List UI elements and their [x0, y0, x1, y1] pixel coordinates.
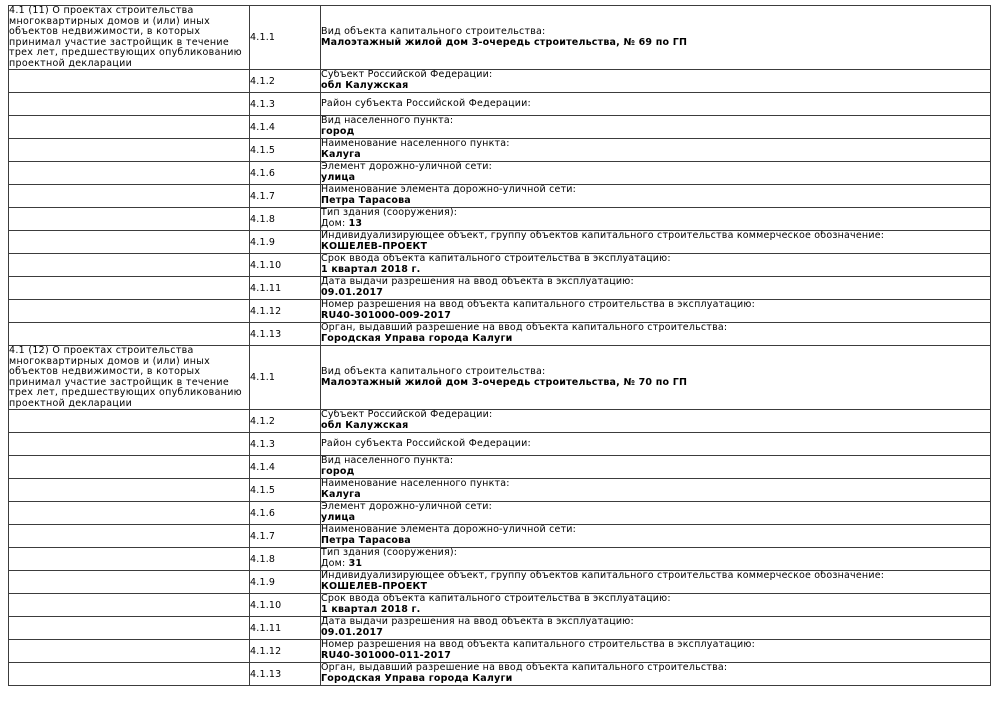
- field-label: Элемент дорожно-уличной сети:: [321, 161, 493, 173]
- row-content-cell: [321, 548, 991, 571]
- section-description-cell: [9, 548, 250, 571]
- field-value-text: Городская Управа города Калуги: [321, 673, 513, 684]
- field-label: Дата выдачи разрешения на ввод объекта в эксплуатацию:: [321, 276, 634, 288]
- table-row: [9, 571, 991, 594]
- section-description-cell: [9, 208, 250, 231]
- row-content-cell: [321, 433, 991, 456]
- section-description-cell: [9, 254, 250, 277]
- field-value-text: 1 квартал 2018 г.: [321, 264, 421, 275]
- field-value: [321, 421, 990, 432]
- row-content-cell: [321, 323, 991, 346]
- section-description-cell: [9, 93, 250, 116]
- table-row: [9, 139, 991, 162]
- row-code: 4.1.5: [250, 139, 321, 162]
- row-code: 4.1.5: [250, 479, 321, 502]
- table-row: [9, 617, 991, 640]
- field-label: Вид объекта капитального строительства:: [321, 25, 546, 37]
- row-code: 4.1.11: [250, 617, 321, 640]
- row-content-cell: [321, 617, 991, 640]
- field-label: Номер разрешения на ввод объекта капитального строительства в эксплуатацию:: [321, 299, 755, 311]
- section-description: 4.1 (12) О проектах строительства многоквартирных домов и (или) иных объектов недвижимости, в которых принимал участие застройщик в течение трех лет, предшествующих опубликованию проектной декларации: [9, 345, 242, 409]
- field-label: Номер разрешения на ввод объекта капитального строительства в эксплуатацию:: [321, 639, 755, 651]
- section-description-cell: [9, 502, 250, 525]
- section-description-cell: [9, 433, 250, 456]
- table-row: [9, 594, 991, 617]
- field-value-text: RU40-301000-009-2017: [321, 310, 452, 321]
- row-code: 4.1.4: [250, 116, 321, 139]
- row-code: 4.1.6: [250, 162, 321, 185]
- field-value: [321, 265, 990, 276]
- section-description-cell: [9, 231, 250, 254]
- field-value: [321, 127, 990, 138]
- row-content-cell: [321, 277, 991, 300]
- section-description-cell: [9, 594, 250, 617]
- field-value-text: город: [321, 126, 355, 137]
- table-row: [9, 502, 991, 525]
- field-value: [321, 334, 990, 345]
- field-value-text: RU40-301000-011-2017: [321, 650, 452, 661]
- field-label: Индивидуализирующее объект, группу объектов капитального строительства коммерческое обозначение:: [321, 570, 885, 582]
- field-label: Индивидуализирующее объект, группу объектов капитального строительства коммерческое обозначение:: [321, 230, 885, 242]
- row-code: 4.1.2: [250, 70, 321, 93]
- table-row: [9, 162, 991, 185]
- row-content-cell: [321, 208, 991, 231]
- field-label: Тип здания (сооружения):: [321, 547, 458, 559]
- table-row: [9, 116, 991, 139]
- field-label: Наименование населенного пункта:: [321, 478, 510, 490]
- row-content-cell: [321, 6, 991, 70]
- field-value-text: КОШЕЛЕВ-ПРОЕКТ: [321, 241, 428, 252]
- table-row: [9, 231, 991, 254]
- section-description-cell: [9, 479, 250, 502]
- field-label: Тип здания (сооружения):: [321, 207, 458, 219]
- section-description-cell: [9, 6, 250, 70]
- table-row: [9, 525, 991, 548]
- field-label: Срок ввода объекта капитального строительства в эксплуатацию:: [321, 253, 671, 265]
- field-value: [321, 378, 990, 389]
- table-row: [9, 323, 991, 346]
- field-value: [321, 490, 990, 501]
- row-code: 4.1.3: [250, 433, 321, 456]
- row-code: 4.1.9: [250, 231, 321, 254]
- field-value: [321, 536, 990, 547]
- field-value-text: обл Калужская: [321, 420, 409, 431]
- field-value-text: Городская Управа города Калуги: [321, 333, 513, 344]
- row-code: 4.1.12: [250, 300, 321, 323]
- field-value-text: 31: [348, 558, 363, 569]
- field-value: [321, 628, 990, 639]
- field-value: [321, 582, 990, 593]
- section-description-cell: [9, 617, 250, 640]
- row-code: 4.1.2: [250, 410, 321, 433]
- field-label: Вид объекта капитального строительства:: [321, 365, 546, 377]
- section-description-cell: [9, 185, 250, 208]
- row-content-cell: [321, 525, 991, 548]
- section-description-cell: [9, 456, 250, 479]
- field-label: Дата выдачи разрешения на ввод объекта в эксплуатацию:: [321, 616, 634, 628]
- section-description-cell: [9, 571, 250, 594]
- row-content-cell: [321, 456, 991, 479]
- section-description-cell: [9, 410, 250, 433]
- row-content-cell: [321, 70, 991, 93]
- field-label: Наименование населенного пункта:: [321, 138, 510, 150]
- row-code: 4.1.12: [250, 640, 321, 663]
- field-value-text: КОШЕЛЕВ-ПРОЕКТ: [321, 581, 428, 592]
- field-value-prefix: Дом:: [321, 218, 349, 229]
- row-content-cell: [321, 640, 991, 663]
- field-value: [321, 605, 990, 616]
- field-value-text: 09.01.2017: [321, 287, 384, 298]
- section-description-cell: [9, 663, 250, 686]
- table-row: [9, 663, 991, 686]
- field-value-text: улица: [321, 512, 356, 523]
- field-value-text: город: [321, 466, 355, 477]
- table-row: [9, 479, 991, 502]
- row-code: 4.1.3: [250, 93, 321, 116]
- field-value: [321, 467, 990, 478]
- row-code: 4.1.4: [250, 456, 321, 479]
- section-description-cell: [9, 525, 250, 548]
- row-code: 4.1.10: [250, 254, 321, 277]
- row-code: 4.1.10: [250, 594, 321, 617]
- section-description: 4.1 (11) О проектах строительства многоквартирных домов и (или) иных объектов недвижимости, в которых принимал участие застройщик в течение трех лет, предшествующих опубликованию проектной декларации: [9, 5, 242, 69]
- section-description-cell: [9, 277, 250, 300]
- table-row: [9, 254, 991, 277]
- row-content-cell: [321, 479, 991, 502]
- field-value: [321, 196, 990, 207]
- row-content-cell: [321, 185, 991, 208]
- row-content-cell: [321, 663, 991, 686]
- field-value: [321, 513, 990, 524]
- row-code: 4.1.6: [250, 502, 321, 525]
- row-content-cell: [321, 300, 991, 323]
- field-value: [321, 242, 990, 253]
- row-content-cell: [321, 139, 991, 162]
- table-row: [9, 456, 991, 479]
- section-description-cell: [9, 323, 250, 346]
- field-value-text: улица: [321, 172, 356, 183]
- row-code: 4.1.9: [250, 571, 321, 594]
- table-row: [9, 70, 991, 93]
- section-1: [9, 6, 991, 346]
- field-value: [321, 559, 990, 570]
- field-value-text: Калуга: [321, 149, 361, 160]
- field-label: Орган, выдавший разрешение на ввод объекта капитального строительства:: [321, 662, 728, 674]
- table-row: [9, 300, 991, 323]
- field-label: Элемент дорожно-уличной сети:: [321, 501, 493, 513]
- row-code: 4.1.7: [250, 185, 321, 208]
- row-content-cell: [321, 116, 991, 139]
- row-content-cell: [321, 410, 991, 433]
- row-content-cell: [321, 594, 991, 617]
- field-value: [321, 150, 990, 161]
- field-value-text: 13: [348, 218, 363, 229]
- field-value-text: обл Калужская: [321, 80, 409, 91]
- field-label: Вид населенного пункта:: [321, 115, 454, 127]
- table-row: [9, 277, 991, 300]
- table-row: [9, 410, 991, 433]
- field-value: [321, 173, 990, 184]
- row-content-cell: [321, 93, 991, 116]
- field-label: Субъект Российской Федерации:: [321, 69, 493, 81]
- row-code: 4.1.13: [250, 663, 321, 686]
- field-value-prefix: Дом:: [321, 558, 349, 569]
- field-label: Вид населенного пункта:: [321, 455, 454, 467]
- field-value: [321, 674, 990, 685]
- field-label: Наименование элемента дорожно-уличной сети:: [321, 524, 577, 536]
- row-content-cell: [321, 502, 991, 525]
- row-code: 4.1.8: [250, 548, 321, 571]
- field-value-text: 1 квартал 2018 г.: [321, 604, 421, 615]
- field-label: Район субъекта Российской Федерации:: [321, 437, 531, 449]
- section-description-cell: [9, 346, 250, 410]
- field-value: [321, 311, 990, 322]
- row-content-cell: [321, 162, 991, 185]
- field-value-text: Петра Тарасова: [321, 195, 411, 206]
- row-content-cell: [321, 254, 991, 277]
- row-code: 4.1.1: [250, 6, 321, 70]
- field-value-text: Калуга: [321, 489, 361, 500]
- table-row: [9, 346, 991, 410]
- section-2: [9, 346, 991, 686]
- section-description-cell: [9, 640, 250, 663]
- row-content-cell: [321, 231, 991, 254]
- row-code: 4.1.11: [250, 277, 321, 300]
- table-row: [9, 6, 991, 70]
- field-value: [321, 651, 990, 662]
- table-row: [9, 640, 991, 663]
- section-description-cell: [9, 162, 250, 185]
- row-content-cell: [321, 346, 991, 410]
- field-label: Субъект Российской Федерации:: [321, 409, 493, 421]
- field-value-text: Малоэтажный жилой дом 3-очередь строительства, № 69 по ГП: [321, 36, 688, 48]
- field-value: [321, 219, 990, 230]
- field-value-text: Малоэтажный жилой дом 3-очередь строительства, № 70 по ГП: [321, 376, 688, 388]
- row-content-cell: [321, 571, 991, 594]
- construction-projects-table: [8, 5, 991, 686]
- section-description-cell: [9, 116, 250, 139]
- table-row: [9, 433, 991, 456]
- table-row: [9, 548, 991, 571]
- field-label: Район субъекта Российской Федерации:: [321, 97, 531, 109]
- section-description-cell: [9, 139, 250, 162]
- field-value: [321, 81, 990, 92]
- section-description-cell: [9, 70, 250, 93]
- table-row: [9, 185, 991, 208]
- row-code: 4.1.1: [250, 346, 321, 410]
- field-label: Срок ввода объекта капитального строительства в эксплуатацию:: [321, 593, 671, 605]
- row-code: 4.1.13: [250, 323, 321, 346]
- table-row: [9, 208, 991, 231]
- row-code: 4.1.8: [250, 208, 321, 231]
- field-value: [321, 288, 990, 299]
- row-code: 4.1.7: [250, 525, 321, 548]
- field-value: [321, 38, 990, 49]
- section-description-cell: [9, 300, 250, 323]
- table-row: [9, 93, 991, 116]
- field-label: Наименование элемента дорожно-уличной сети:: [321, 184, 577, 196]
- field-value-text: Петра Тарасова: [321, 535, 411, 546]
- field-label: Орган, выдавший разрешение на ввод объекта капитального строительства:: [321, 322, 728, 334]
- field-value-text: 09.01.2017: [321, 627, 384, 638]
